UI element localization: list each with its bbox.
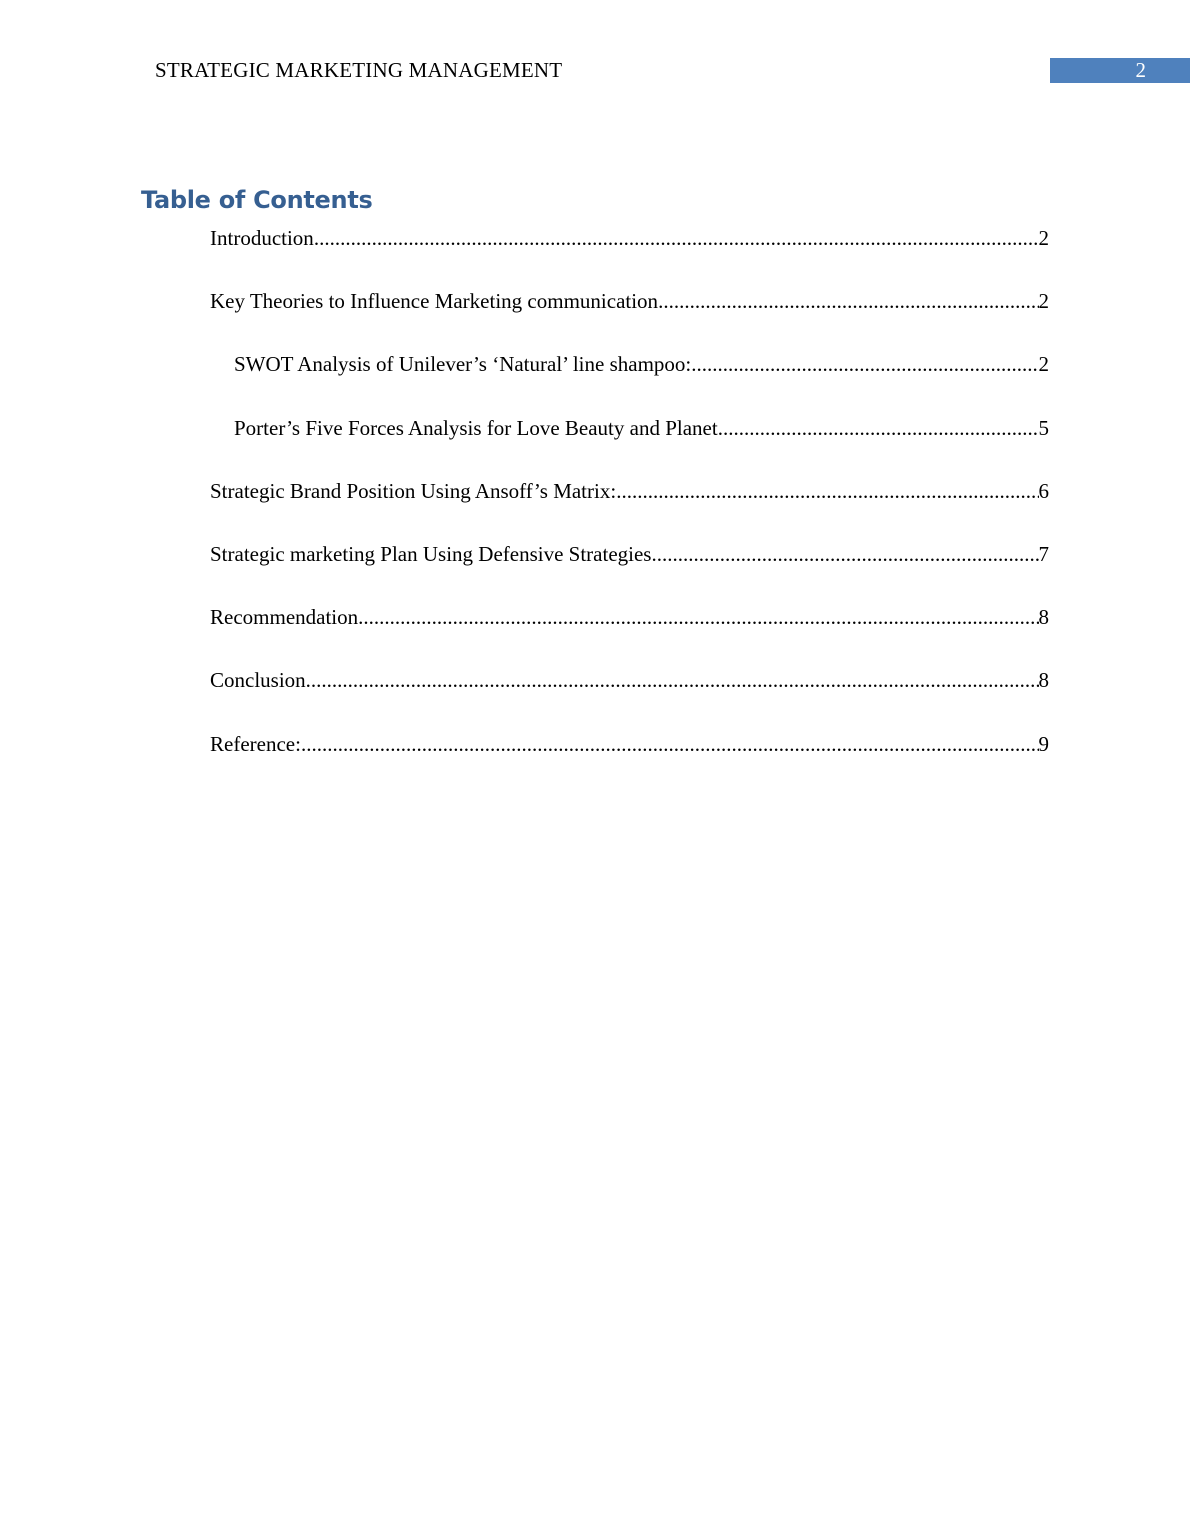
page-number-badge: 2 [1050,58,1190,83]
toc-dot-leader [358,603,1038,631]
toc-entry-defensive-strategies[interactable] [210,540,1049,568]
toc-entry-ansoff-matrix[interactable] [210,477,1049,505]
toc-entry-page: 6 [1038,479,1049,503]
toc-entry-page: 2 [1038,352,1049,376]
toc-dot-leader [616,477,1038,505]
toc-dot-leader [314,224,1039,252]
toc-title: Table of Contents [141,186,373,214]
toc-entry-swot-analysis[interactable] [234,350,1049,378]
toc-entry-reference[interactable] [210,730,1049,758]
toc-entry-label: Conclusion [210,668,306,692]
toc-entry-label: Reference: [210,732,301,756]
toc-entry-page: 8 [1038,605,1049,629]
toc-entry-label: Key Theories to Influence Marketing communication [210,289,659,313]
toc-entry-label: Porter’s Five Forces Analysis for Love Beauty and Planet [234,416,718,440]
toc-dot-leader [658,287,1038,315]
toc-entry-key-theories[interactable] [210,287,1049,315]
toc-entry-label: Strategic Brand Position Using Ansoff’s Matrix: [210,479,617,503]
toc-entry-introduction[interactable] [210,224,1049,252]
toc-entry-label: Recommendation [210,605,359,629]
toc-entry-label: Introduction [210,226,314,250]
toc-entry-label: SWOT Analysis of Unilever’s ‘Natural’ line shampoo: [234,352,692,376]
toc-entry-page: 5 [1038,416,1049,440]
toc-dot-leader [651,540,1038,568]
toc-entry-page: 9 [1038,732,1049,756]
toc-dot-leader [301,730,1039,758]
toc-entry-page: 8 [1038,668,1049,692]
toc-dot-leader [691,350,1038,378]
toc-entry-recommendation[interactable] [210,603,1049,631]
toc-dot-leader [718,414,1039,442]
toc-entry-label: Strategic marketing Plan Using Defensive Strategies [210,542,652,566]
toc-entry-page: 2 [1038,226,1049,250]
toc-entry-conclusion[interactable] [210,666,1049,694]
toc-entry-page: 2 [1038,289,1049,313]
running-head: STRATEGIC MARKETING MANAGEMENT [155,58,563,82]
toc-entry-porters-five-forces[interactable] [234,414,1049,442]
toc-entry-page: 7 [1038,542,1049,566]
toc-dot-leader [306,666,1039,694]
